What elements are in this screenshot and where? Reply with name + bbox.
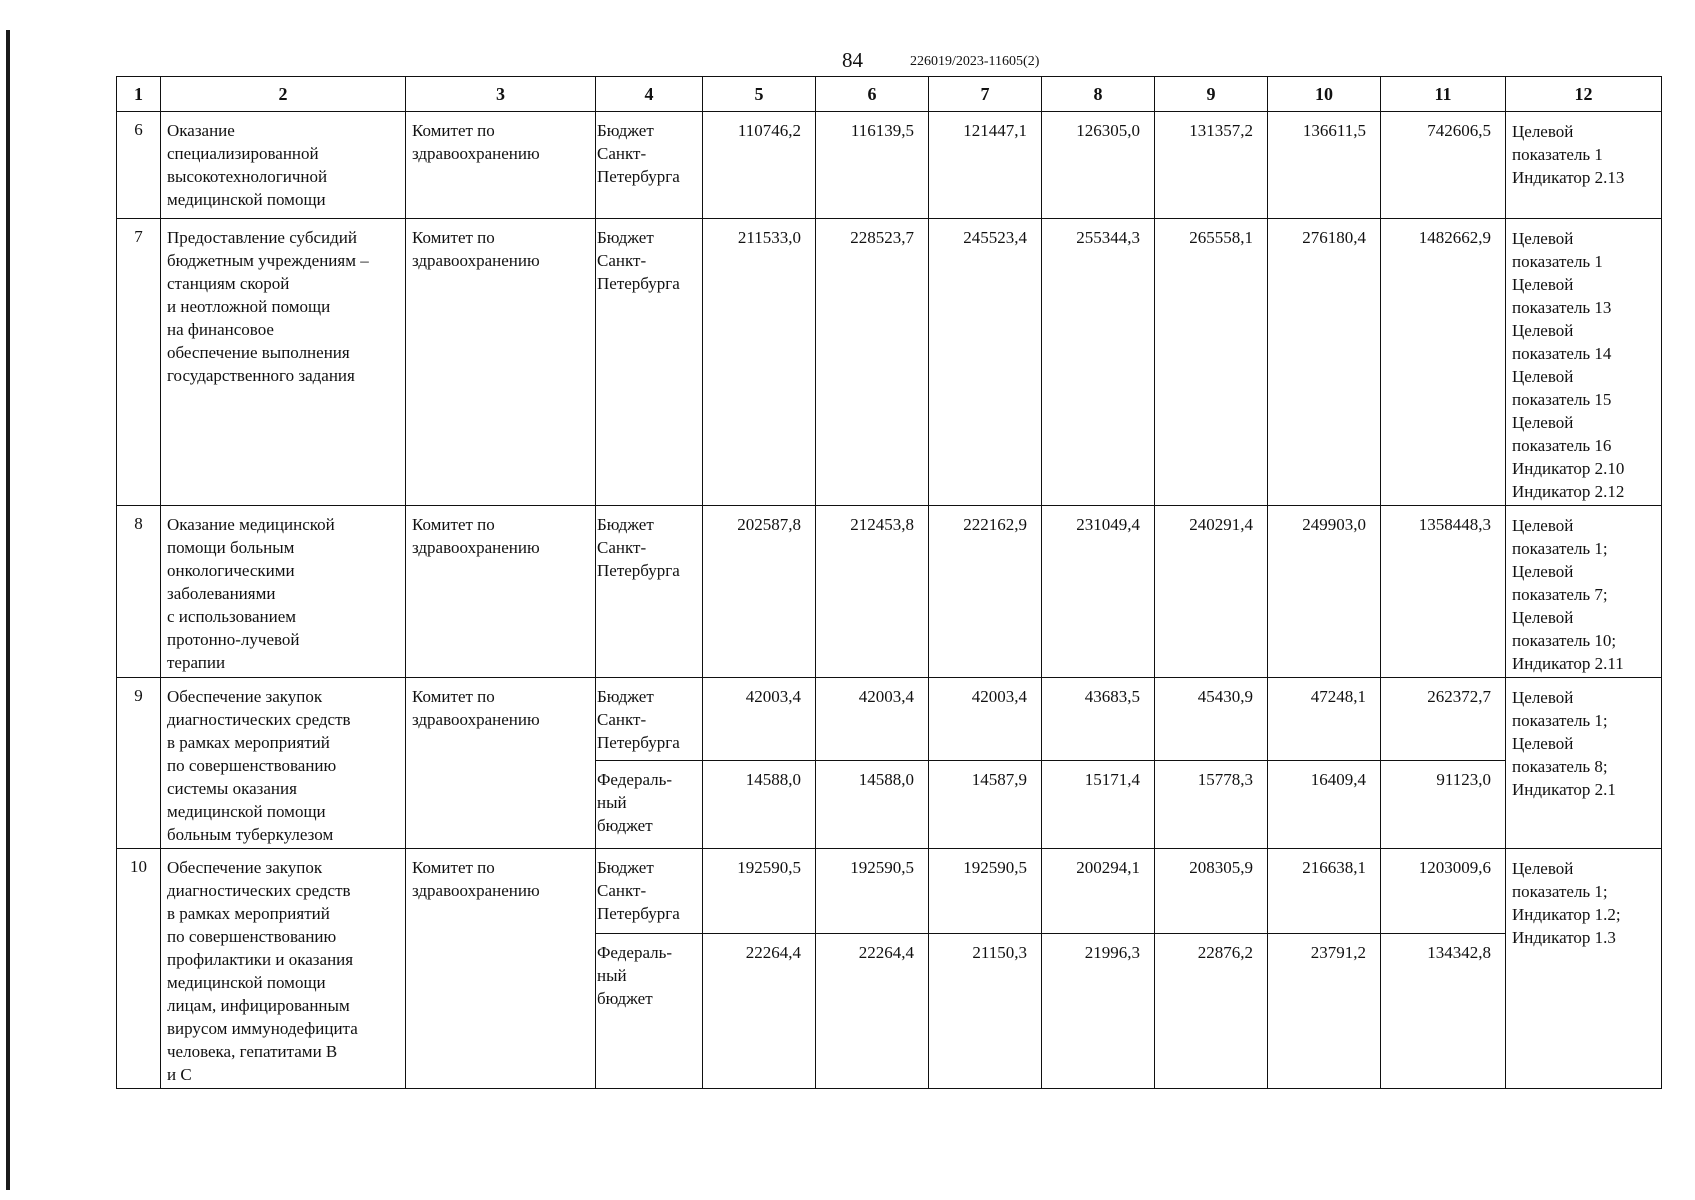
activity-name-line: лицам, инфицированным: [167, 996, 350, 1015]
year-amount: 131357,2: [1155, 112, 1268, 219]
funding-source: [596, 678, 703, 761]
indicator-line: показатель 8;: [1512, 757, 1608, 776]
indicators: [1506, 849, 1662, 1089]
year-amount: 192590,5: [703, 849, 816, 934]
indicators: [1506, 219, 1662, 506]
funding-source: [596, 849, 703, 934]
year-amount: 42003,4: [816, 678, 929, 761]
executor-line: Комитет по: [412, 515, 495, 534]
funding-source-line: Бюджет: [597, 687, 654, 706]
executor-line: здравоохранению: [412, 881, 540, 900]
activity-name-line: Предоставление субсидий: [167, 228, 357, 247]
year-amount: 276180,4: [1268, 219, 1381, 506]
year-amount: 42003,4: [703, 678, 816, 761]
column-header: 3: [406, 77, 596, 112]
column-header: 2: [161, 77, 406, 112]
table-row: [117, 219, 1662, 506]
indicators: [1506, 506, 1662, 678]
funding-source-line: Санкт-: [597, 881, 647, 900]
indicator-line: Индикатор 2.12: [1512, 482, 1625, 501]
indicator-line: Целевой: [1512, 734, 1574, 753]
year-amount: 192590,5: [816, 849, 929, 934]
year-amount: 245523,4: [929, 219, 1042, 506]
indicator-line: Индикатор 2.10: [1512, 459, 1625, 478]
column-header: 5: [703, 77, 816, 112]
year-amount: 121447,1: [929, 112, 1042, 219]
year-amount: 14587,9: [929, 760, 1042, 848]
funding-source-line: Бюджет: [597, 858, 654, 877]
year-amount: 192590,5: [929, 849, 1042, 934]
activity-name-line: помощи больным: [167, 538, 295, 557]
year-amount: 240291,4: [1155, 506, 1268, 678]
executor: [406, 506, 596, 678]
funding-source: [596, 506, 703, 678]
funding-source-line: Бюджет: [597, 515, 654, 534]
year-amount: 21150,3: [929, 933, 1042, 1088]
indicator-line: Индикатор 1.3: [1512, 928, 1616, 947]
activity-name-line: Обеспечение закупок: [167, 858, 323, 877]
executor-line: здравоохранению: [412, 251, 540, 270]
indicator-line: Целевой: [1512, 859, 1574, 878]
activity-name-line: высокотехнологичной: [167, 167, 328, 186]
activity-name-line: и С: [167, 1065, 192, 1084]
table-body: [117, 112, 1662, 1089]
year-amount: 126305,0: [1042, 112, 1155, 219]
scan-edge-bar: [6, 30, 10, 1190]
table-row: [117, 112, 1662, 219]
activity-name-line: обеспечение выполнения: [167, 343, 350, 362]
column-header: 4: [596, 77, 703, 112]
year-amount: 22264,4: [703, 933, 816, 1088]
funding-source-line: Федераль-: [597, 769, 673, 789]
row-number: 8: [117, 506, 161, 678]
activity-name-line: онкологическими: [167, 561, 295, 580]
activity-name: [161, 112, 406, 219]
row-number: 9: [117, 678, 161, 849]
activity-name: [161, 506, 406, 678]
indicator-line: показатель 1: [1512, 252, 1603, 271]
activity-name-line: и неотложной помощи: [167, 297, 331, 316]
activity-name-line: Обеспечение закупок: [167, 687, 323, 706]
column-header: 7: [929, 77, 1042, 112]
column-header: 9: [1155, 77, 1268, 112]
funding-source-line: Санкт-: [597, 538, 647, 557]
funding-source-line: Санкт-: [597, 251, 647, 270]
activity-name-line: терапии: [167, 653, 226, 672]
indicator-line: Индикатор 1.2;: [1512, 905, 1621, 924]
activity-name-line: системы оказания: [167, 779, 297, 798]
funding-source: [596, 933, 703, 1088]
activity-name-line: по совершенствованию: [167, 756, 337, 775]
executor: [406, 112, 596, 219]
indicator-line: Целевой: [1512, 562, 1574, 581]
indicator-line: показатель 1;: [1512, 882, 1608, 901]
indicator-line: Целевой: [1512, 367, 1574, 386]
activity-name-line: в рамках мероприятий: [167, 733, 330, 752]
table-row: [117, 506, 1662, 678]
activity-name-line: диагностических средств: [167, 881, 351, 900]
total-amount: 91123,0: [1381, 760, 1506, 848]
executor-line: Комитет по: [412, 228, 495, 247]
page-header: [0, 48, 1695, 74]
year-amount: 42003,4: [929, 678, 1042, 761]
indicator-line: Целевой: [1512, 275, 1574, 294]
indicator-line: Целевой: [1512, 321, 1574, 340]
activity-name-line: бюджетным учреждениям –: [167, 251, 369, 270]
activity-name-line: Оказание медицинской: [167, 515, 335, 534]
indicators: [1506, 678, 1662, 849]
funding-source: [596, 112, 703, 219]
executor: [406, 678, 596, 849]
table-row: [117, 678, 1662, 761]
funding-source-line: Петербурга: [597, 733, 680, 752]
column-header: 8: [1042, 77, 1155, 112]
activity-name-line: диагностических средств: [167, 710, 351, 729]
funding-source: [596, 760, 703, 848]
year-amount: 22264,4: [816, 933, 929, 1088]
indicator-line: показатель 1;: [1512, 539, 1608, 558]
page-number: 84: [842, 48, 863, 72]
funding-source-line: Федераль-: [597, 942, 673, 962]
indicator-line: показатель 1: [1512, 145, 1603, 164]
year-amount: 211533,0: [703, 219, 816, 506]
year-amount: 200294,1: [1042, 849, 1155, 934]
activity-name-line: больным туберкулезом: [167, 825, 334, 844]
year-amount: 23791,2: [1268, 933, 1381, 1088]
activity-name-line: профилактики и оказания: [167, 950, 354, 969]
activity-name-line: человека, гепатитами В: [167, 1042, 338, 1061]
year-amount: 216638,1: [1268, 849, 1381, 934]
column-header: 11: [1381, 77, 1506, 112]
funding-source-line: ный: [597, 965, 627, 985]
row-number: 10: [117, 849, 161, 1089]
activity-name-line: на финансовое: [167, 320, 274, 339]
executor: [406, 849, 596, 1089]
indicator-line: Индикатор 2.13: [1512, 168, 1625, 187]
document-code: 226019/2023-11605(2): [910, 54, 1040, 69]
funding-source-line: Бюджет: [597, 121, 654, 140]
executor-line: здравоохранению: [412, 538, 540, 557]
year-amount: 15778,3: [1155, 760, 1268, 848]
year-amount: 136611,5: [1268, 112, 1381, 219]
executor-line: Комитет по: [412, 121, 495, 140]
indicator-line: показатель 10;: [1512, 631, 1617, 650]
total-amount: 134342,8: [1381, 933, 1506, 1088]
activity-name-line: государственного задания: [167, 366, 355, 385]
column-header: 6: [816, 77, 929, 112]
year-amount: 16409,4: [1268, 760, 1381, 848]
total-amount: 262372,7: [1381, 678, 1506, 761]
year-amount: 15171,4: [1042, 760, 1155, 848]
indicator-line: Целевой: [1512, 688, 1574, 707]
column-number-row: [117, 77, 1662, 112]
activity-name-line: станциям скорой: [167, 274, 290, 293]
activity-name-line: медицинской помощи: [167, 973, 326, 992]
indicator-line: показатель 7;: [1512, 585, 1608, 604]
funding-source-line: Санкт-: [597, 710, 647, 729]
funding-source-line: ный: [597, 792, 627, 812]
funding-source-line: Санкт-: [597, 144, 647, 163]
funding-source-line: Бюджет: [597, 228, 654, 247]
funding-source: [596, 219, 703, 506]
total-amount: 1203009,6: [1381, 849, 1506, 934]
activity-name-line: заболеваниями: [167, 584, 276, 603]
activity-name-line: медицинской помощи: [167, 190, 326, 209]
column-header: 12: [1506, 77, 1662, 112]
total-amount: 1358448,3: [1381, 506, 1506, 678]
year-amount: 212453,8: [816, 506, 929, 678]
row-number: 7: [117, 219, 161, 506]
indicators: [1506, 112, 1662, 219]
indicator-line: показатель 14: [1512, 344, 1612, 363]
year-amount: 255344,3: [1042, 219, 1155, 506]
year-amount: 47248,1: [1268, 678, 1381, 761]
year-amount: 45430,9: [1155, 678, 1268, 761]
executor-line: здравоохранению: [412, 144, 540, 163]
year-amount: 249903,0: [1268, 506, 1381, 678]
activity-name-line: в рамках мероприятий: [167, 904, 330, 923]
funding-source-line: бюджет: [597, 815, 653, 835]
table-row: [117, 849, 1662, 934]
column-header: 1: [117, 77, 161, 112]
indicator-line: Целевой: [1512, 122, 1574, 141]
activity-name-line: специализированной: [167, 144, 319, 163]
year-amount: 110746,2: [703, 112, 816, 219]
total-amount: 742606,5: [1381, 112, 1506, 219]
year-amount: 21996,3: [1042, 933, 1155, 1088]
activity-name: [161, 219, 406, 506]
activity-name-line: с использованием: [167, 607, 297, 626]
executor-line: Комитет по: [412, 687, 495, 706]
activity-name-line: Оказание: [167, 121, 235, 140]
activity-name: [161, 849, 406, 1089]
indicator-line: Целевой: [1512, 516, 1574, 535]
row-number: 6: [117, 112, 161, 219]
funding-source-line: Петербурга: [597, 904, 680, 923]
funding-source-line: Петербурга: [597, 167, 680, 186]
funding-source-line: Петербурга: [597, 561, 680, 580]
funding-source-line: Петербурга: [597, 274, 680, 293]
year-amount: 228523,7: [816, 219, 929, 506]
indicator-line: показатель 15: [1512, 390, 1612, 409]
indicator-line: Целевой: [1512, 229, 1574, 248]
indicator-line: показатель 1;: [1512, 711, 1608, 730]
year-amount: 116139,5: [816, 112, 929, 219]
year-amount: 14588,0: [703, 760, 816, 848]
executor-line: здравоохранению: [412, 710, 540, 729]
indicator-line: Целевой: [1512, 413, 1574, 432]
year-amount: 265558,1: [1155, 219, 1268, 506]
year-amount: 22876,2: [1155, 933, 1268, 1088]
year-amount: 208305,9: [1155, 849, 1268, 934]
indicator-line: показатель 13: [1512, 298, 1612, 317]
column-header: 10: [1268, 77, 1381, 112]
year-amount: 202587,8: [703, 506, 816, 678]
activity-name: [161, 678, 406, 849]
year-amount: 43683,5: [1042, 678, 1155, 761]
activity-name-line: протонно-лучевой: [167, 630, 300, 649]
funding-source-line: бюджет: [597, 988, 653, 1008]
activity-name-line: медицинской помощи: [167, 802, 326, 821]
executor-line: Комитет по: [412, 858, 495, 877]
activity-name-line: по совершенствованию: [167, 927, 337, 946]
total-amount: 1482662,9: [1381, 219, 1506, 506]
indicator-line: Целевой: [1512, 608, 1574, 627]
indicator-line: Индикатор 2.11: [1512, 654, 1624, 673]
indicator-line: показатель 16: [1512, 436, 1612, 455]
year-amount: 231049,4: [1042, 506, 1155, 678]
indicator-line: Индикатор 2.1: [1512, 780, 1616, 799]
activity-name-line: вирусом иммунодефицита: [167, 1019, 358, 1038]
year-amount: 14588,0: [816, 760, 929, 848]
executor: [406, 219, 596, 506]
year-amount: 222162,9: [929, 506, 1042, 678]
program-activities-table: [116, 76, 1662, 1089]
